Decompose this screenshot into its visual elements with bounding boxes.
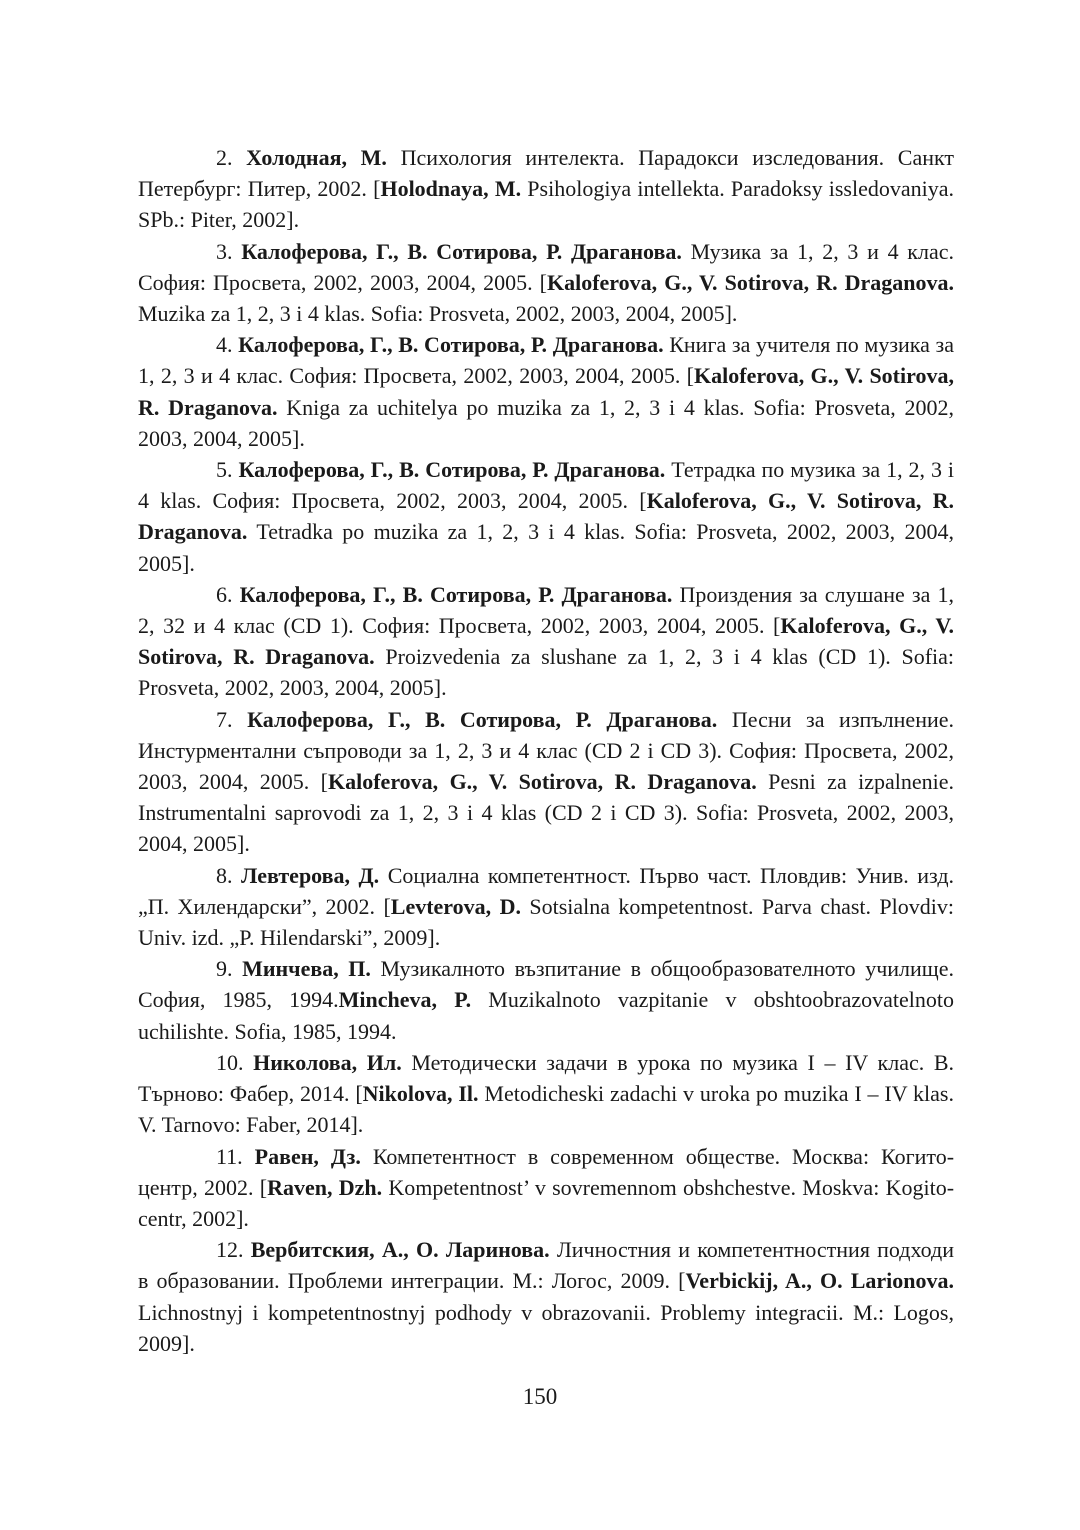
reference-text-cyrillic: Песни за изпълнение. Инстурментални съпроводи за 1, 2, 3 и 4 клас (CD 2 i CD 3). София: Просвета, 2002, 2003, 2004, 2005. [: [138, 706, 955, 795]
reference-text-cyrillic: Тетрадка по музика за 1, 2, 3 i 4 klas. София: Просвета, 2002, 2003, 2004, 2005. [: [138, 457, 955, 514]
reference-item: [138, 454, 954, 579]
reference-number: 5.: [216, 457, 233, 483]
reference-authors-latin: Holodnaya, M.: [380, 176, 522, 202]
reference-item: [138, 142, 954, 236]
reference-text-cyrillic: Методически задачи в урока по музика I – IV клас. В. Търново: Фабер, 2014. [: [138, 1049, 955, 1107]
reference-text-latin: Kompetentnost’ v sovremennom obshchestve. Moskva: Kogito-centr, 2002].: [138, 1174, 955, 1231]
reference-item: [138, 704, 954, 860]
reference-number: 6.: [216, 581, 233, 607]
page-number: 150: [522, 1384, 558, 1409]
reference-text-latin: Lichnostnyj i kompetentnostnyj podhody v obrazovanii. Problemy integracii. M.: Logos, 2009].: [138, 1299, 954, 1356]
reference-authors-latin: Kaloferova, G., V. Sotirova, R. Draganova.: [138, 488, 954, 545]
reference-text-latin: Pesni za izpalnenie. Instrumentalni saprovodi za 1, 2, 3 i 4 klas (CD 2 i CD 3). Sofia: Prosveta, 2002, 2003, 2004, 2005].: [138, 769, 954, 857]
reference-item: [138, 1047, 954, 1141]
reference-authors-cyrillic: Калоферова, Г., В. Сотирова, Р. Драганова.: [238, 332, 664, 358]
reference-text-latin: Muzikalnoto vazpitanie v obshtoobrazovatelnoto uchilishte. Sofia, 1985, 1994.: [138, 987, 955, 1044]
reference-text-latin: Sotsialna kompetentnost. Parva chast. Plovdiv: Univ. izd. „P. Hilendarski”, 2009].: [138, 893, 954, 951]
reference-text-latin: Psihologiya intellekta. Paradoksy issledovaniya. SPb.: Piter, 2002].: [138, 176, 955, 233]
reference-item: [138, 236, 954, 330]
reference-number: 9.: [216, 956, 233, 982]
reference-authors-cyrillic: Николова, Ил.: [253, 1049, 402, 1075]
reference-number: 2.: [216, 145, 233, 170]
reference-authors-latin: Levterova, D.: [390, 893, 521, 919]
reference-text-latin: Muzika za 1, 2, 3 i 4 klas. Sofia: Prosveta, 2002, 2003, 2004, 2005].: [138, 301, 738, 327]
reference-number: 12.: [216, 1237, 244, 1263]
reference-text-cyrillic: Личностния и компетентностния подходи в образовании. Проблеми интеграции. М.: Логос, 2009. [: [138, 1237, 954, 1294]
reference-authors-cyrillic: Минчева, П.: [242, 956, 371, 982]
reference-text-cyrillic: Книга за учителя по музика за 1, 2, 3 и 4 клас. София: Просвета, 2002, 2003, 2004, 2005. [: [138, 332, 955, 389]
reference-number: 4.: [216, 332, 233, 358]
reference-authors-cyrillic: Левтерова, Д.: [241, 862, 380, 888]
reference-text-cyrillic: Музикалното възпитание в общообразователното училище. София, 1985, 1994.: [138, 956, 954, 1013]
reference-number: 8.: [216, 862, 233, 888]
reference-authors-cyrillic: Калоферова, Г., В. Сотирова, Р. Драганова.: [247, 706, 718, 732]
reference-authors-latin: Kaloferova, G., V. Sotirova, R. Draganova.: [546, 269, 955, 295]
reference-authors-latin: Nikolova, Il.: [362, 1081, 479, 1107]
reference-number: 3.: [216, 238, 233, 264]
reference-text-latin: Proizvedenia za slushane za 1, 2, 3 i 4 klas (CD 1). Sofia: Prosveta, 2002, 2003, 2004, 2005].: [138, 644, 955, 701]
reference-text-cyrillic: Социална компетентност. Първо част. Пловдив: Унив. изд. „П. Хилендарски”, 2002. [: [138, 862, 955, 919]
reference-text-latin: Tetradka po muzika za 1, 2, 3 i 4 klas. Sofia: Prosveta, 2002, 2003, 2004, 2005].: [138, 519, 954, 576]
reference-authors-latin: Kaloferova, G., V. Sotirova, R. Draganova.: [138, 613, 954, 670]
reference-number: 10.: [216, 1049, 244, 1075]
reference-text-latin: Metodicheski zadachi v uroka po muzika I – IV klas. V. Tarnovo: Faber, 2014].: [138, 1081, 954, 1138]
reference-authors-latin: Raven, Dzh.: [267, 1174, 383, 1200]
reference-item: [138, 1234, 954, 1359]
reference-list: [138, 142, 954, 1359]
reference-authors-latin: Verbickij, A., O. Larionova.: [685, 1268, 954, 1294]
reference-number: 7.: [216, 706, 233, 732]
reference-text-cyrillic: Произдения за слушане за 1, 2, 32 и 4 клас (CD 1). София: Просвета, 2002, 2003, 2004, 2005. [: [138, 581, 955, 639]
reference-authors-latin: Mincheva, P.: [338, 987, 472, 1013]
reference-text-cyrillic: Психология интелекта. Парадокси изследования. Санкт Петербург: Питер, 2002. [: [138, 145, 955, 202]
reference-authors-cyrillic: Холодная, М.: [246, 145, 387, 170]
reference-item: [138, 953, 954, 1047]
reference-text-cyrillic: Компетентност в современном обществе. Москва: Когито-центр, 2002. [: [138, 1143, 955, 1200]
reference-number: 11.: [216, 1143, 243, 1169]
reference-authors-cyrillic: Равен, Дз.: [254, 1143, 361, 1169]
reference-authors-cyrillic: Вербитския, А., О. Ларинова.: [250, 1237, 550, 1263]
reference-item: [138, 1141, 954, 1235]
reference-item: [138, 860, 954, 954]
reference-item: [138, 579, 954, 704]
reference-authors-cyrillic: Калоферова, Г., В. Сотирова, Р. Драганова.: [239, 581, 673, 607]
reference-authors-latin: Kaloferova, G., V. Sotirova, R. Draganova.: [138, 363, 954, 420]
reference-text-latin: Kniga za uchitelya po muzika za 1, 2, 3 i 4 klas. Sofia: Prosveta, 2002, 2003, 2004, 2005].: [138, 394, 955, 451]
reference-authors-latin: Kaloferova, G., V. Sotirova, R. Draganova.: [328, 769, 757, 795]
reference-authors-cyrillic: Калоферова, Г., В. Сотирова, Р. Драганова.: [241, 238, 682, 264]
reference-item: [138, 329, 954, 454]
reference-text-cyrillic: Музика за 1, 2, 3 и 4 клас. София: Просвета, 2002, 2003, 2004, 2005. [: [138, 238, 954, 295]
reference-authors-cyrillic: Калоферова, Г., В. Сотирова, Р. Драганова.: [238, 457, 666, 483]
